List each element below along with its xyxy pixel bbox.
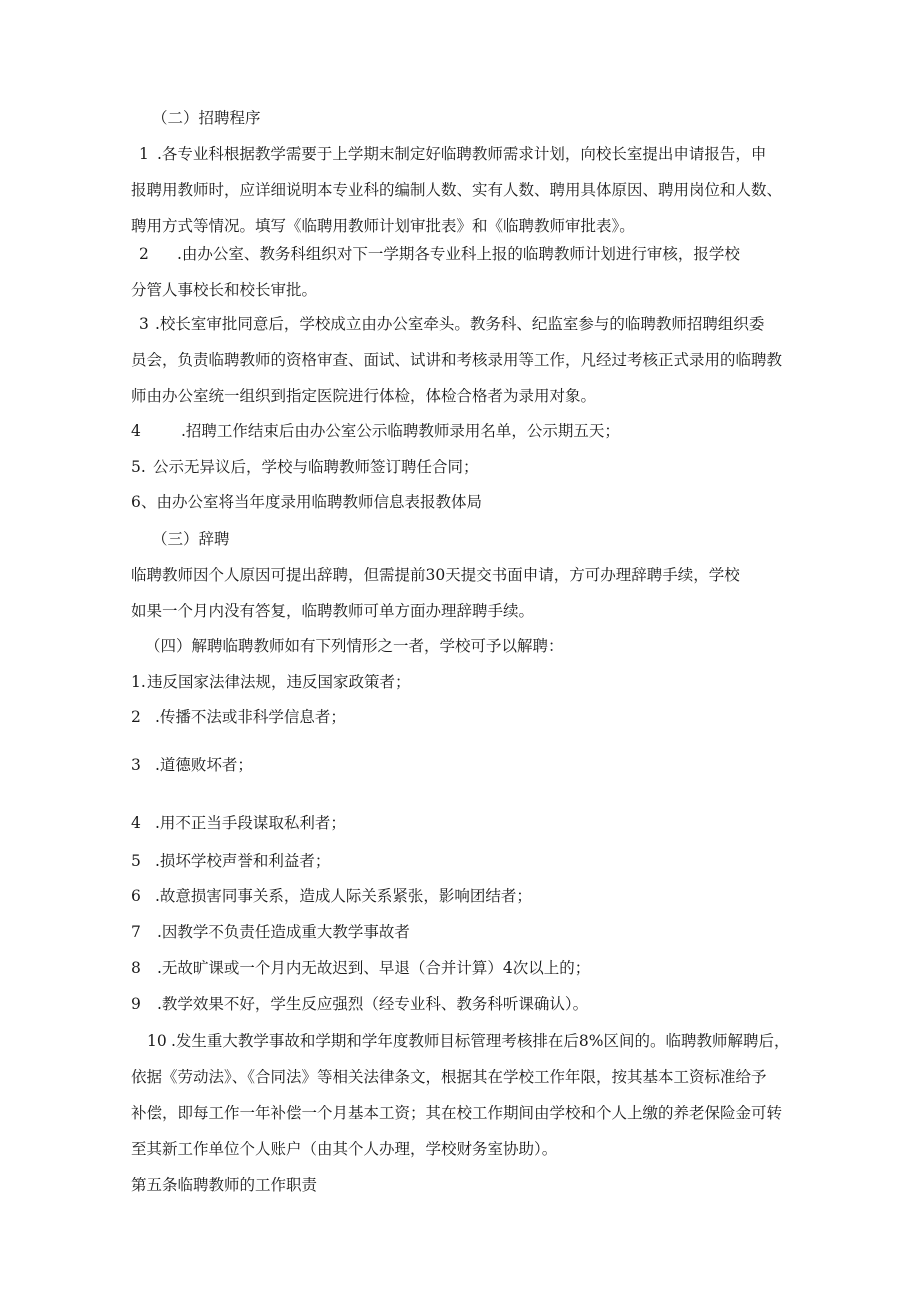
item-number: 10 bbox=[147, 1032, 167, 1050]
section4-heading: （四）解聘临聘教师如有下列情形之一者，学校可予以解聘： bbox=[145, 637, 564, 655]
item-number: 2 bbox=[131, 708, 141, 726]
item-number: 1. bbox=[131, 673, 146, 691]
section2-item-3: 3 .校长室审批同意后，学校成立由办公室牵头。教务科、纪监室参与的临聘教师招聘组织委 员会，负责临聘教师的资格审查、面试、试讲和考核录用等工作，凡经过考核正式录用的临聘教 师由办公室统一组织到指定医院进行体检，体检合格者为录用对象。 bbox=[131, 306, 782, 414]
section2-item-6: 6、由办公室将当年度录用临聘教师信息表报教体局 bbox=[131, 484, 482, 520]
section2-item-2: 2 .由办公室、教务科组织对下一学期各专业科上报的临聘教师计划进行审核，报学校 分管人事校长和校长审批。 bbox=[131, 236, 740, 308]
section2-item-1: 1 .各专业科根据教学需要于上学期末制定好临聘教师需求计划，向校长室提出申请报告，申 报聘用教师时，应详细说明本专业科的编制人数、实有人数、聘用具体原因、聘用岗位和人数、 聘用方式等情况。填写《临聘用教师计划审批表》和《临聘教师审批表》。 bbox=[131, 136, 831, 244]
item-number: 6 bbox=[131, 493, 141, 511]
section4-item-6: 6 .故意损害同事关系，造成人际关系紧张，影响团结者； bbox=[131, 878, 532, 914]
section4-item-8: 8 .无故旷课或一个月内无故迟到、早退（合并计算）4次以上的； bbox=[131, 950, 590, 986]
section3-heading: （三）辞聘 bbox=[152, 530, 230, 548]
item-number: 8 bbox=[131, 959, 141, 977]
item-number: 2 bbox=[139, 245, 149, 263]
item-number: 5 bbox=[131, 852, 141, 870]
item-number: 4 bbox=[131, 814, 141, 832]
item-number: 6 bbox=[131, 887, 141, 905]
section2-heading: （二）招聘程序 bbox=[152, 109, 261, 127]
item-number: 3 bbox=[131, 756, 141, 774]
section2-item-5: 5. 公示无异议后，学校与临聘教师签订聘任合同； bbox=[131, 449, 479, 485]
item-number: 1 bbox=[139, 145, 149, 163]
section4-item-3: 3 .道德败坏者； bbox=[131, 747, 253, 783]
item-number: 3 bbox=[139, 315, 149, 333]
section4-item-4: 4 .用不正当手段谋取私利者； bbox=[131, 805, 346, 841]
item-number: 7 bbox=[131, 923, 141, 941]
item-number: 5. bbox=[131, 458, 146, 476]
item-number: 9 bbox=[131, 995, 141, 1013]
section3-body: 临聘教师因个人原因可提出辞聘，但需提前30天提交书面申请，方可办理辞聘手续，学校 如果一个月内没有答复，临聘教师可单方面办理辞聘手续。 bbox=[131, 566, 740, 620]
section4-item-10: 10 .发生重大教学事故和学期和学年度教师目标管理考核排在后8%区间的。临聘教师解聘后， 依据《劳动法》、《合同法》等相关法律条文，根据其在学校工作年限，按其基本工资标准给予 补偿，即每工作一年补偿一个月基本工资；其在校工作期间由学校和个人上缴的养老保险金可转 至其新工作单位个人账户（由其个人办理，学校财务室协助）。 bbox=[131, 1023, 790, 1167]
item-number: 4 bbox=[131, 422, 141, 440]
section4-item-9: 9 .教学效果不好，学生反应强烈（经专业科、教务科听课确认）。 bbox=[131, 986, 588, 1022]
article5-heading: 第五条临聘教师的工作职责 bbox=[131, 1176, 318, 1194]
section4-item-7: 7 .因教学不负责任造成重大教学事故者 bbox=[131, 914, 410, 950]
section4-item-2: 2 .传播不法或非科学信息者； bbox=[131, 699, 346, 735]
section2-item-4: 4 .招聘工作结束后由办公室公示临聘教师录用名单，公示期五天； bbox=[131, 413, 620, 449]
section4-item-5: 5 .损坏学校声誉和利益者； bbox=[131, 843, 330, 879]
section4-item-1: 1.违反国家法律法规，违反国家政策者； bbox=[131, 664, 411, 700]
